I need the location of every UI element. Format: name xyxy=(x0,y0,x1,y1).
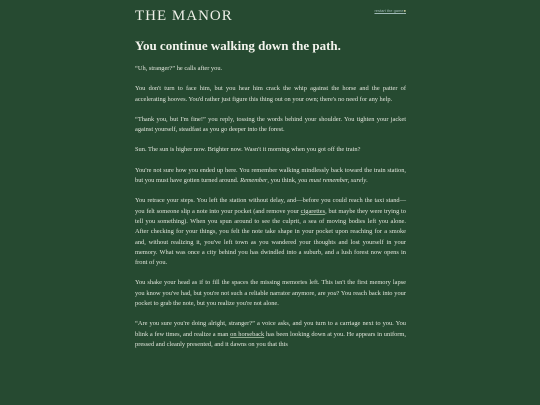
story-paragraph-5 xyxy=(135,166,406,187)
story-emphasis: Remember xyxy=(240,177,268,185)
story-text-span: has been looking down at you. He appears in uniform, pressed and cleanly presented, and it dawns on you that this xyxy=(135,330,406,348)
story-paragraph-3: “Thank you, but I'm fine!” you reply, tossing the words behind your shoulder. You tighten your jacket against yourself, steadfast as you go deeper into the forest. xyxy=(135,115,406,134)
story-text-span: , you think, xyxy=(267,177,299,185)
story-paragraph-7 xyxy=(135,278,406,309)
story-paragraph-1: “Uh, stranger?” he calls after you. xyxy=(135,65,223,72)
content-column xyxy=(135,0,406,348)
story-text-span: You're not sure how you ended up here. You remember walking mindlessly back toward the train station, but you must have gotten turned around. xyxy=(135,166,406,185)
story-paragraph-6 xyxy=(135,196,406,268)
horseback-link[interactable]: on horseback xyxy=(230,330,265,338)
story-text-span: , but maybe they were trying to tell you something). When you spun around to see the culprit, a sea of moving bodies left you alone. After checking for your things, you felt the note take shape in your pocket upon reaching for a smoke and, without realizing it, you've left town as you wandered your thoughts and lost yourself in your memory. What was once a city behind you has dwindled into a suburb, and a lush forest now opens in front of you. xyxy=(135,207,406,267)
story-text-span: . xyxy=(366,177,368,185)
story-paragraph-4: Sun. The sun is higher now. Brighter now. Wasn't it morning when you got off the train? xyxy=(135,146,361,154)
restart-marker-icon: ● xyxy=(403,8,406,13)
restart-game-label: restart the game xyxy=(374,8,404,13)
chapter-title: You continue walking down the path. xyxy=(135,38,341,53)
story-text xyxy=(135,64,406,360)
site-header xyxy=(135,0,406,36)
story-text-span: You shake your head as if to fill the spaces the missing memories left. This isn't the first memory lapse you know you've had, but you're not such a reliable narrator anymore, are xyxy=(135,279,406,297)
story-text-span: ? You reach back into your pocket to grab the note, but you realize you're not alone. xyxy=(135,289,406,308)
story-paragraph-8 xyxy=(135,319,406,350)
story-text-span: “Are you sure you're doing alright, stranger?” a voice asks, and you turn to a carriage next to you. You blink a few times, and realize a man xyxy=(135,320,406,338)
site-title: THE MANOR xyxy=(135,8,233,24)
story-emphasis: you xyxy=(327,289,337,297)
story-emphasis: you must remember, surely xyxy=(298,177,367,185)
cigarettes-link[interactable]: cigarettes xyxy=(300,207,326,215)
story-text-span: You retrace your steps. You left the station without delay, and—before you could reach the taxi stand—you felt someone slip a note into your pocket (and remove your xyxy=(135,197,406,215)
restart-game-link[interactable] xyxy=(374,8,406,13)
story-paragraph-2: You don't turn to face him, but you hear him crack the whip against the horse and the patter of accelerating hooves. You'd rather just figure this thing out on your own; there's no need for any help. xyxy=(135,85,406,103)
